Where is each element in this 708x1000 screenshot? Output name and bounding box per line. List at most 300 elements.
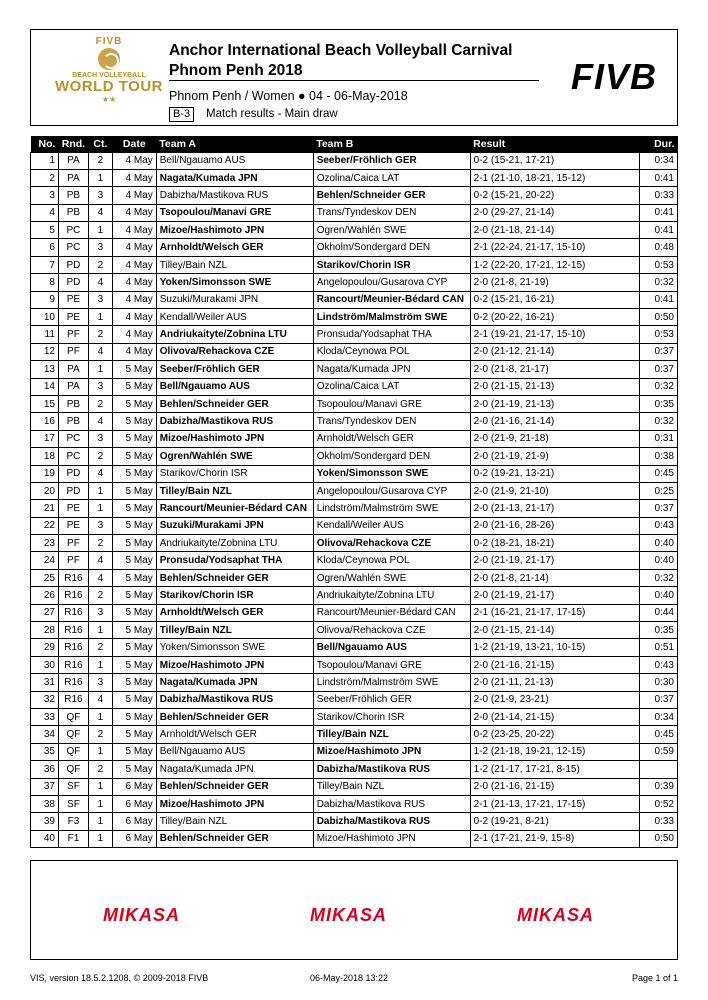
- cell-result: 0-2 (15-21, 20-22): [470, 187, 639, 204]
- cell-round: PD: [58, 465, 88, 482]
- cell-duration: [640, 761, 678, 778]
- cell-result: 2-0 (21-19, 21-17): [470, 587, 639, 604]
- mikasa-logo: MIKASA: [517, 905, 594, 925]
- cell-round: R16: [58, 587, 88, 604]
- cell-team-b: Dabizha/Mastikova RUS: [313, 795, 470, 812]
- cell-round: PB: [58, 413, 88, 430]
- cell-round: PC: [58, 222, 88, 239]
- cell-result: 2-0 (21-8, 21-14): [470, 569, 639, 586]
- table-row: [31, 622, 678, 639]
- cell-duration: 0:50: [640, 830, 678, 847]
- cell-no: 7: [31, 256, 59, 273]
- table-row: [31, 326, 678, 343]
- cell-date: 5 May: [112, 395, 156, 412]
- cell-round: QF: [58, 761, 88, 778]
- cell-round: R16: [58, 622, 88, 639]
- event-title: Anchor International Beach Volleyball Carnival: [169, 42, 513, 59]
- cell-date: 5 May: [112, 500, 156, 517]
- table-row: [31, 239, 678, 256]
- cell-team-a: Mizoe/Hashimoto JPN: [156, 222, 313, 239]
- cell-no: 19: [31, 465, 59, 482]
- cell-no: 37: [31, 778, 59, 795]
- cell-team-a: Dabizha/Mastikova RUS: [156, 691, 313, 708]
- cell-round: PC: [58, 430, 88, 447]
- cell-round: R16: [58, 674, 88, 691]
- cell-team-a: Tilley/Bain NZL: [156, 482, 313, 499]
- cell-team-a: Rancourt/Meunier-Bédard CAN: [156, 500, 313, 517]
- cell-no: 29: [31, 639, 59, 656]
- cell-team-b: Starikov/Chorin ISR: [313, 256, 470, 273]
- cell-result: 0-2 (18-21, 18-21): [470, 535, 639, 552]
- cell-duration: 0:32: [640, 274, 678, 291]
- cell-team-b: Olivova/Rehackova CZE: [313, 535, 470, 552]
- cell-round: PA: [58, 169, 88, 186]
- event-subtitle: Phnom Penh / Women ● 04 - 06-May-2018: [169, 89, 408, 103]
- cell-date: 5 May: [112, 517, 156, 534]
- cell-date: 5 May: [112, 743, 156, 760]
- cell-round: R16: [58, 569, 88, 586]
- cell-round: PE: [58, 500, 88, 517]
- cell-round: PB: [58, 187, 88, 204]
- sponsor-box: [30, 860, 678, 960]
- table-row: [31, 152, 678, 169]
- cell-round: PC: [58, 448, 88, 465]
- col-team-b: Team B: [313, 136, 470, 152]
- cell-no: 40: [31, 830, 59, 847]
- footer-version: VIS, version 18.5.2.1208, © 2009-2018 FIVB: [30, 973, 209, 983]
- cell-round: PF: [58, 535, 88, 552]
- cell-result: 2-0 (21-19, 21-17): [470, 552, 639, 569]
- cell-result: 0-2 (20-22, 16-21): [470, 309, 639, 326]
- cell-no: 5: [31, 222, 59, 239]
- cell-team-b: Ozolina/Caica LAT: [313, 169, 470, 186]
- logo-line2: WORLD TOUR: [54, 78, 164, 95]
- cell-round: PB: [58, 204, 88, 221]
- cell-date: 4 May: [112, 256, 156, 273]
- cell-round: PE: [58, 517, 88, 534]
- cell-team-b: Mizoe/Hashimoto JPN: [313, 743, 470, 760]
- cell-team-b: Lindström/Malmström SWE: [313, 674, 470, 691]
- cell-court: 3: [88, 378, 112, 395]
- results-table: [30, 136, 678, 848]
- table-row: [31, 378, 678, 395]
- report-code: B-3: [169, 107, 194, 122]
- cell-duration: 0:50: [640, 309, 678, 326]
- cell-team-b: Okholm/Sondergard DEN: [313, 448, 470, 465]
- cell-result: 2-0 (21-19, 21-13): [470, 395, 639, 412]
- cell-result: 2-0 (21-18, 21-14): [470, 222, 639, 239]
- cell-duration: 0:43: [640, 517, 678, 534]
- cell-no: 20: [31, 482, 59, 499]
- cell-duration: 0:41: [640, 222, 678, 239]
- cell-no: 11: [31, 326, 59, 343]
- cell-no: 14: [31, 378, 59, 395]
- table-row: [31, 500, 678, 517]
- cell-team-b: Ogren/Wahlén SWE: [313, 569, 470, 586]
- cell-date: 5 May: [112, 761, 156, 778]
- cell-team-a: Arnholdt/Welsch GER: [156, 726, 313, 743]
- cell-date: 5 May: [112, 709, 156, 726]
- cell-team-b: Yoken/Simonsson SWE: [313, 465, 470, 482]
- cell-no: 3: [31, 187, 59, 204]
- cell-team-b: Arnholdt/Welsch GER: [313, 430, 470, 447]
- cell-no: 30: [31, 656, 59, 673]
- cell-result: 2-0 (21-16, 21-15): [470, 656, 639, 673]
- cell-team-b: Bell/Ngauamo AUS: [313, 639, 470, 656]
- cell-duration: 0:52: [640, 795, 678, 812]
- cell-date: 4 May: [112, 169, 156, 186]
- cell-round: F1: [58, 830, 88, 847]
- cell-date: 5 May: [112, 604, 156, 621]
- cell-duration: 0:44: [640, 604, 678, 621]
- cell-duration: 0:37: [640, 500, 678, 517]
- cell-court: 4: [88, 413, 112, 430]
- cell-duration: 0:48: [640, 239, 678, 256]
- cell-no: 18: [31, 448, 59, 465]
- cell-team-b: Lindström/Malmström SWE: [313, 309, 470, 326]
- cell-result: 2-1 (17-21, 21-9, 15-8): [470, 830, 639, 847]
- cell-team-a: Behlen/Schneider GER: [156, 569, 313, 586]
- cell-no: 8: [31, 274, 59, 291]
- cell-result: 2-0 (21-13, 21-17): [470, 500, 639, 517]
- cell-no: 10: [31, 309, 59, 326]
- cell-result: 2-0 (21-15, 21-14): [470, 622, 639, 639]
- table-row: [31, 169, 678, 186]
- cell-date: 4 May: [112, 291, 156, 308]
- cell-duration: 0:38: [640, 448, 678, 465]
- cell-team-a: Andriukaityte/Zobnina LTU: [156, 326, 313, 343]
- cell-court: 2: [88, 587, 112, 604]
- cell-result: 2-0 (21-9, 23-21): [470, 691, 639, 708]
- cell-team-a: Mizoe/Hashimoto JPN: [156, 795, 313, 812]
- cell-round: QF: [58, 743, 88, 760]
- cell-duration: 0:43: [640, 656, 678, 673]
- footer-datetime: 06-May-2018 13:22: [310, 973, 389, 983]
- cell-date: 5 May: [112, 430, 156, 447]
- cell-result: 0-2 (15-21, 17-21): [470, 152, 639, 169]
- table-row: [31, 569, 678, 586]
- mikasa-logo: MIKASA: [103, 905, 180, 925]
- cell-court: 2: [88, 326, 112, 343]
- cell-team-a: Nagata/Kumada JPN: [156, 761, 313, 778]
- col-team-a: Team A: [156, 136, 313, 152]
- cell-result: 2-1 (16-21, 21-17, 17-15): [470, 604, 639, 621]
- cell-duration: 0:45: [640, 465, 678, 482]
- cell-team-b: Behlen/Schneider GER: [313, 187, 470, 204]
- cell-court: 1: [88, 500, 112, 517]
- cell-round: PF: [58, 326, 88, 343]
- col-round: Rnd.: [58, 136, 88, 152]
- cell-team-b: Trans/Tyndeskov DEN: [313, 204, 470, 221]
- cell-team-b: Olivova/Rehackova CZE: [313, 622, 470, 639]
- cell-duration: 0:41: [640, 204, 678, 221]
- cell-team-b: Ogren/Wahlén SWE: [313, 222, 470, 239]
- cell-no: 36: [31, 761, 59, 778]
- cell-team-a: Tilley/Bain NZL: [156, 622, 313, 639]
- cell-team-b: Kloda/Ceynowa POL: [313, 343, 470, 360]
- cell-date: 5 May: [112, 361, 156, 378]
- cell-team-a: Behlen/Schneider GER: [156, 778, 313, 795]
- logo-stars: ★★: [101, 95, 117, 104]
- cell-date: 4 May: [112, 343, 156, 360]
- cell-no: 25: [31, 569, 59, 586]
- cell-duration: 0:53: [640, 326, 678, 343]
- cell-team-b: Seeber/Fröhlich GER: [313, 691, 470, 708]
- cell-team-a: Dabizha/Mastikova RUS: [156, 413, 313, 430]
- cell-team-a: Arnholdt/Welsch GER: [156, 604, 313, 621]
- cell-duration: 0:25: [640, 482, 678, 499]
- cell-no: 24: [31, 552, 59, 569]
- event-title-line2: Phnom Penh 2018: [169, 62, 303, 79]
- cell-date: 6 May: [112, 778, 156, 795]
- cell-round: PA: [58, 361, 88, 378]
- table-row: [31, 204, 678, 221]
- cell-duration: 0:37: [640, 343, 678, 360]
- cell-result: 2-0 (21-11, 21-13): [470, 674, 639, 691]
- cell-result: 2-0 (21-16, 21-15): [470, 778, 639, 795]
- cell-court: 1: [88, 778, 112, 795]
- cell-team-a: Mizoe/Hashimoto JPN: [156, 656, 313, 673]
- cell-team-b: Kendall/Weiler AUS: [313, 517, 470, 534]
- cell-no: 23: [31, 535, 59, 552]
- cell-duration: 0:37: [640, 361, 678, 378]
- cell-team-a: Mizoe/Hashimoto JPN: [156, 430, 313, 447]
- table-row: [31, 309, 678, 326]
- cell-no: 33: [31, 709, 59, 726]
- table-row: [31, 761, 678, 778]
- cell-team-a: Behlen/Schneider GER: [156, 395, 313, 412]
- cell-duration: 0:35: [640, 395, 678, 412]
- cell-court: 4: [88, 552, 112, 569]
- cell-duration: 0:37: [640, 691, 678, 708]
- cell-date: 5 May: [112, 465, 156, 482]
- table-row: [31, 343, 678, 360]
- cell-team-a: Arnholdt/Welsch GER: [156, 239, 313, 256]
- cell-result: 2-0 (21-16, 28-26): [470, 517, 639, 534]
- cell-result: 2-0 (21-9, 21-10): [470, 482, 639, 499]
- cell-date: 5 May: [112, 691, 156, 708]
- cell-court: 4: [88, 204, 112, 221]
- cell-date: 5 May: [112, 448, 156, 465]
- col-no: No.: [31, 136, 59, 152]
- cell-court: 1: [88, 795, 112, 812]
- cell-date: 5 May: [112, 622, 156, 639]
- table-row: [31, 256, 678, 273]
- cell-court: 1: [88, 743, 112, 760]
- cell-team-a: Tilley/Bain NZL: [156, 813, 313, 830]
- table-row: [31, 639, 678, 656]
- table-row: [31, 448, 678, 465]
- table-row: [31, 778, 678, 795]
- cell-team-a: Bell/Ngauamo AUS: [156, 743, 313, 760]
- mikasa-logo: MIKASA: [310, 905, 387, 925]
- footer-page: Page 1 of 1: [631, 973, 678, 983]
- cell-court: 3: [88, 517, 112, 534]
- table-row: [31, 604, 678, 621]
- cell-round: F3: [58, 813, 88, 830]
- cell-team-b: Angelopoulou/Gusarova CYP: [313, 274, 470, 291]
- cell-result: 2-1 (19-21, 21-17, 15-10): [470, 326, 639, 343]
- cell-court: 4: [88, 691, 112, 708]
- cell-date: 4 May: [112, 309, 156, 326]
- table-row: [31, 274, 678, 291]
- cell-no: 32: [31, 691, 59, 708]
- table-row: [31, 726, 678, 743]
- cell-team-a: Yoken/Simonsson SWE: [156, 639, 313, 656]
- cell-no: 6: [31, 239, 59, 256]
- cell-court: 1: [88, 169, 112, 186]
- table-row: [31, 656, 678, 673]
- cell-result: 0-2 (19-21, 13-21): [470, 465, 639, 482]
- cell-date: 4 May: [112, 326, 156, 343]
- header-box: [30, 29, 678, 126]
- cell-duration: 0:40: [640, 587, 678, 604]
- cell-duration: 0:33: [640, 187, 678, 204]
- cell-court: 2: [88, 726, 112, 743]
- cell-court: 1: [88, 656, 112, 673]
- cell-round: PA: [58, 378, 88, 395]
- cell-team-a: Yoken/Simonsson SWE: [156, 274, 313, 291]
- table-row: [31, 291, 678, 308]
- cell-team-a: Bell/Ngauamo AUS: [156, 152, 313, 169]
- cell-date: 5 May: [112, 726, 156, 743]
- cell-court: 2: [88, 639, 112, 656]
- cell-date: 4 May: [112, 187, 156, 204]
- cell-result: 2-1 (21-10, 18-21, 15-12): [470, 169, 639, 186]
- cell-round: R16: [58, 691, 88, 708]
- col-court: Ct.: [88, 136, 112, 152]
- cell-team-a: Behlen/Schneider GER: [156, 830, 313, 847]
- cell-no: 15: [31, 395, 59, 412]
- cell-duration: 0:30: [640, 674, 678, 691]
- cell-team-b: Trans/Tyndeskov DEN: [313, 413, 470, 430]
- cell-court: 3: [88, 187, 112, 204]
- cell-duration: 0:32: [640, 413, 678, 430]
- cell-result: 0-2 (15-21, 16-21): [470, 291, 639, 308]
- cell-date: 5 May: [112, 378, 156, 395]
- cell-duration: 0:32: [640, 569, 678, 586]
- cell-no: 16: [31, 413, 59, 430]
- cell-duration: 0:41: [640, 291, 678, 308]
- table-row: [31, 187, 678, 204]
- cell-duration: 0:34: [640, 709, 678, 726]
- cell-court: 1: [88, 813, 112, 830]
- cell-duration: 0:45: [640, 726, 678, 743]
- col-duration: Dur.: [640, 136, 678, 152]
- cell-date: 4 May: [112, 204, 156, 221]
- cell-team-b: Andriukaityte/Zobnina LTU: [313, 587, 470, 604]
- cell-court: 3: [88, 604, 112, 621]
- table-row: [31, 465, 678, 482]
- cell-date: 5 May: [112, 482, 156, 499]
- cell-duration: 0:33: [640, 813, 678, 830]
- cell-team-a: Starikov/Chorin ISR: [156, 465, 313, 482]
- cell-result: 1-2 (21-18, 19-21, 12-15): [470, 743, 639, 760]
- cell-result: 1-2 (22-20, 17-21, 12-15): [470, 256, 639, 273]
- cell-no: 31: [31, 674, 59, 691]
- cell-no: 35: [31, 743, 59, 760]
- cell-result: 2-1 (22-24, 21-17, 15-10): [470, 239, 639, 256]
- cell-result: 2-0 (29-27, 21-14): [470, 204, 639, 221]
- cell-court: 1: [88, 222, 112, 239]
- cell-duration: 0:59: [640, 743, 678, 760]
- table-row: [31, 395, 678, 412]
- table-row: [31, 535, 678, 552]
- cell-team-a: Andriukaityte/Zobnina LTU: [156, 535, 313, 552]
- col-date: Date: [112, 136, 156, 152]
- table-row: [31, 674, 678, 691]
- cell-date: 4 May: [112, 152, 156, 169]
- cell-date: 5 May: [112, 569, 156, 586]
- cell-date: 6 May: [112, 813, 156, 830]
- fivb-logo: FIVB: [570, 56, 657, 97]
- cell-round: SF: [58, 778, 88, 795]
- table-row: [31, 830, 678, 847]
- cell-duration: 0:31: [640, 430, 678, 447]
- cell-court: 1: [88, 309, 112, 326]
- table-body: [31, 152, 678, 848]
- logo-fivb-text: FIVB: [95, 36, 123, 47]
- table-row: [31, 482, 678, 499]
- cell-team-b: Dabizha/Mastikova RUS: [313, 761, 470, 778]
- table-header-row: [31, 136, 678, 152]
- cell-round: QF: [58, 726, 88, 743]
- cell-court: 1: [88, 482, 112, 499]
- cell-no: 2: [31, 169, 59, 186]
- cell-team-a: Seeber/Fröhlich GER: [156, 361, 313, 378]
- cell-team-b: Seeber/Fröhlich GER: [313, 152, 470, 169]
- cell-no: 17: [31, 430, 59, 447]
- cell-team-b: Pronsuda/Yodsaphat THA: [313, 326, 470, 343]
- cell-round: PA: [58, 152, 88, 169]
- cell-no: 38: [31, 795, 59, 812]
- cell-court: 1: [88, 361, 112, 378]
- cell-duration: 0:53: [640, 256, 678, 273]
- cell-court: 2: [88, 256, 112, 273]
- cell-date: 6 May: [112, 795, 156, 812]
- table-row: [31, 813, 678, 830]
- cell-result: 2-1 (21-13, 17-21, 17-15): [470, 795, 639, 812]
- cell-no: 12: [31, 343, 59, 360]
- cell-court: 4: [88, 343, 112, 360]
- cell-result: 1-2 (21-17, 17-21, 8-15): [470, 761, 639, 778]
- cell-duration: 0:39: [640, 778, 678, 795]
- table-row: [31, 691, 678, 708]
- cell-team-b: Dabizha/Mastikova RUS: [313, 813, 470, 830]
- cell-duration: 0:40: [640, 535, 678, 552]
- cell-court: 2: [88, 761, 112, 778]
- cell-no: 1: [31, 152, 59, 169]
- cell-team-a: Nagata/Kumada JPN: [156, 169, 313, 186]
- cell-court: 2: [88, 535, 112, 552]
- cell-result: 2-0 (21-8, 21-17): [470, 361, 639, 378]
- cell-team-a: Starikov/Chorin ISR: [156, 587, 313, 604]
- cell-no: 22: [31, 517, 59, 534]
- volleyball-icon: [98, 48, 120, 70]
- cell-team-a: Tilley/Bain NZL: [156, 256, 313, 273]
- cell-team-a: Olivova/Rehackova CZE: [156, 343, 313, 360]
- cell-team-b: Tilley/Bain NZL: [313, 778, 470, 795]
- cell-date: 4 May: [112, 239, 156, 256]
- cell-round: R16: [58, 639, 88, 656]
- cell-team-b: Starikov/Chorin ISR: [313, 709, 470, 726]
- cell-no: 26: [31, 587, 59, 604]
- cell-round: R16: [58, 604, 88, 621]
- cell-team-b: Rancourt/Meunier-Bédard CAN: [313, 604, 470, 621]
- cell-no: 4: [31, 204, 59, 221]
- cell-team-b: Angelopoulou/Gusarova CYP: [313, 482, 470, 499]
- cell-result: 2-0 (21-8, 21-19): [470, 274, 639, 291]
